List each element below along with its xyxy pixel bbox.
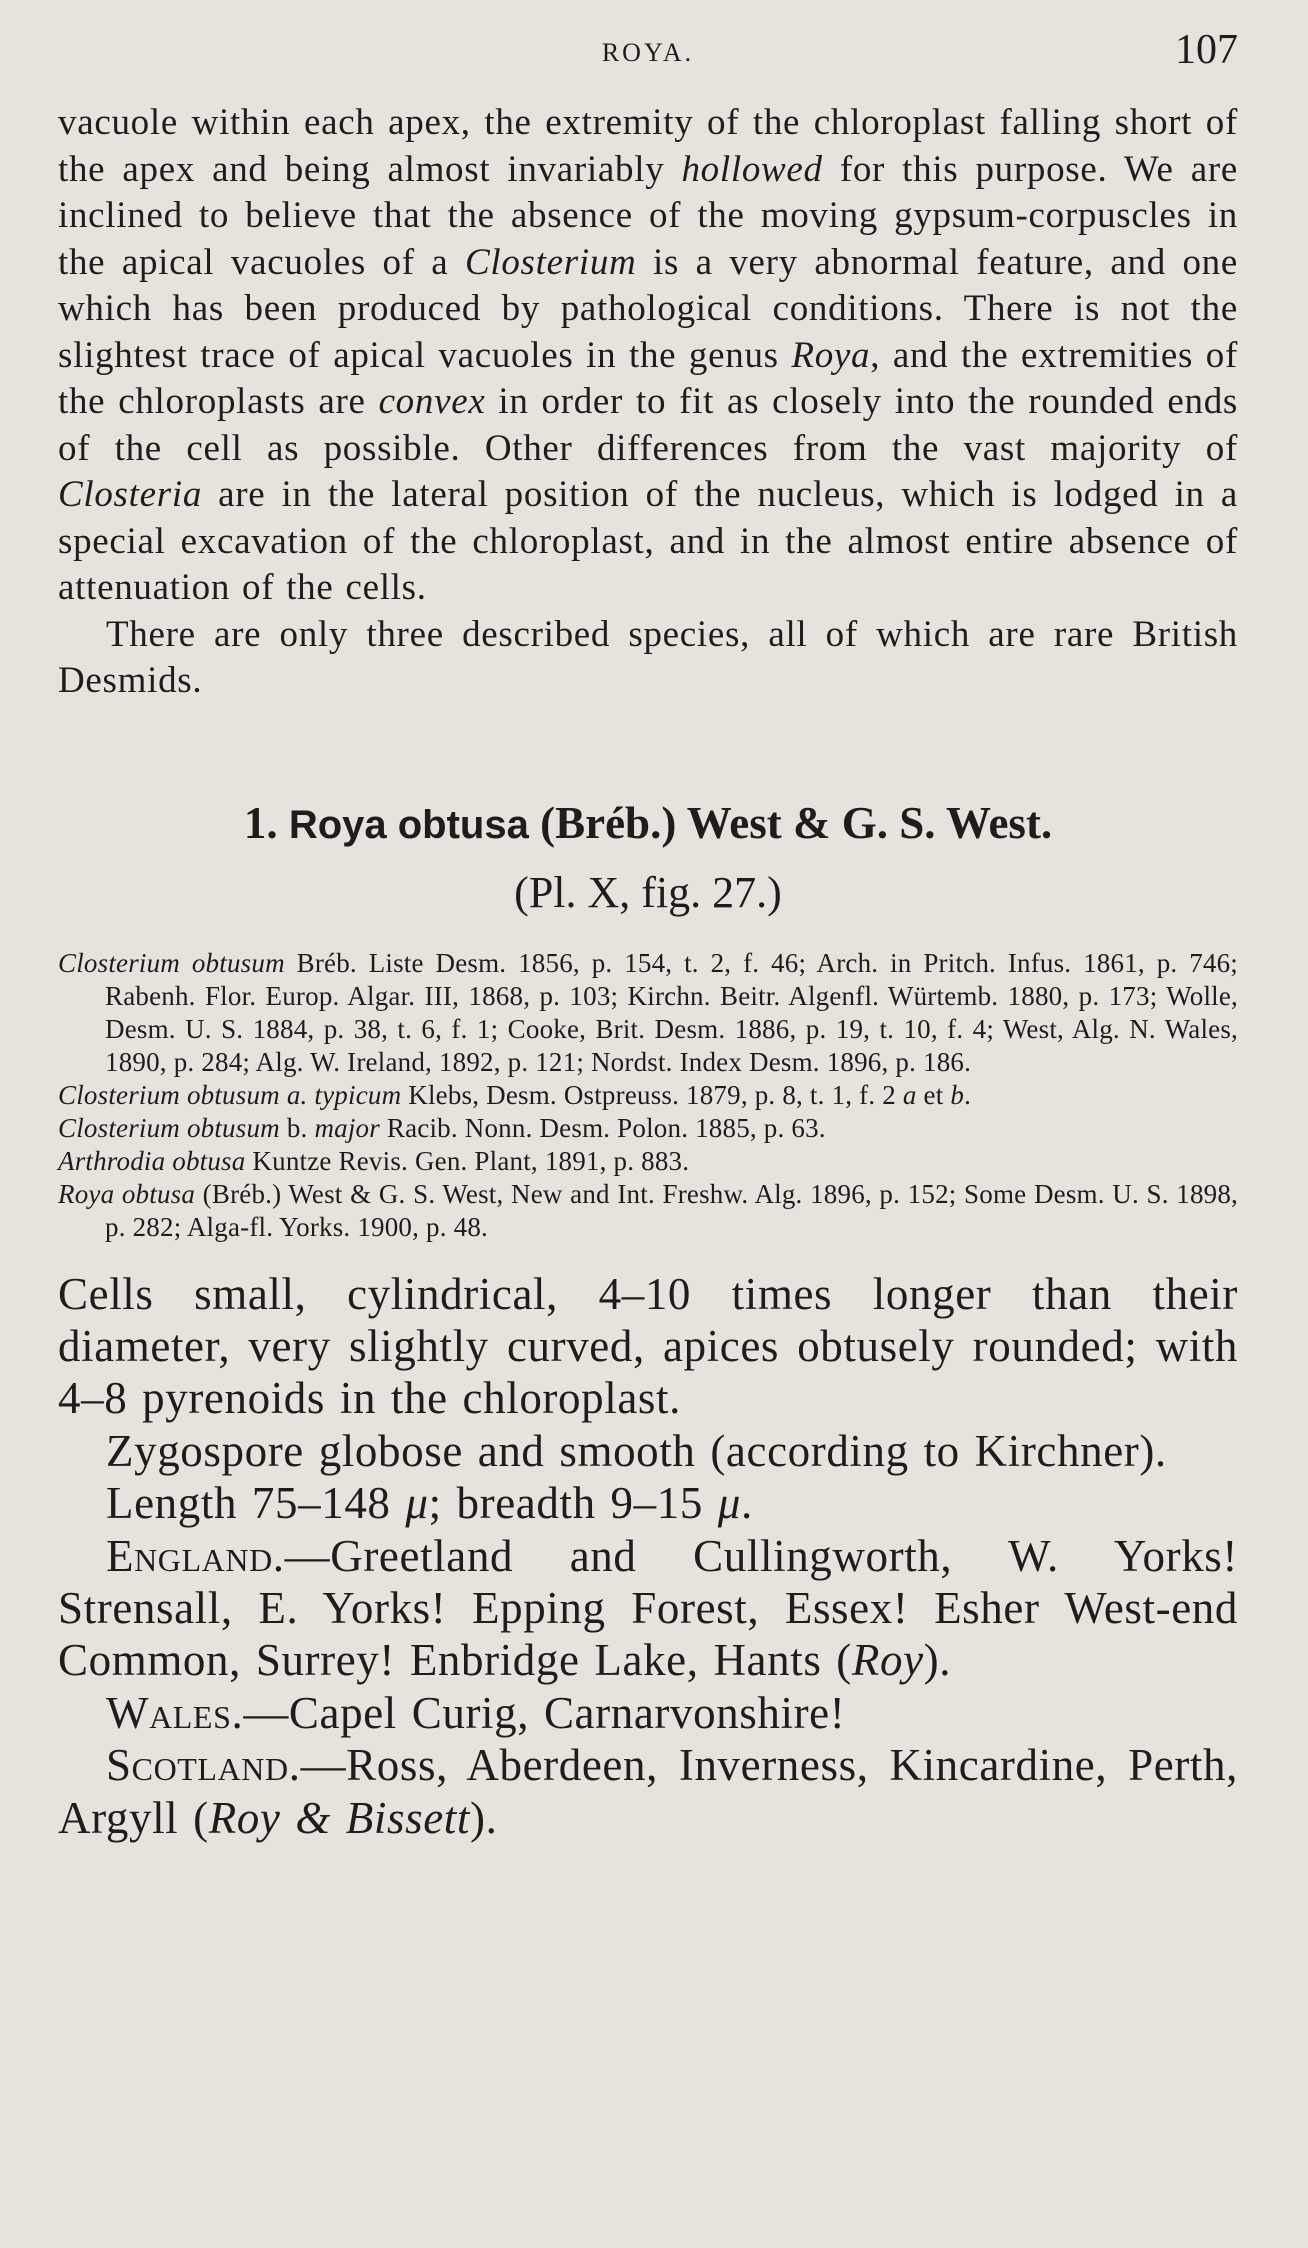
taxon-name: Closterium obtusum a. typicum xyxy=(58,1079,402,1110)
citation-text: Bréb. Liste Desm. 1856, p. 154, t. 2, f. 46; Arch. in Pritch. Infus. 1861, p. 746; Rabenh. Flor. Europ. Algar. III, 1868, p. 103; Kirchn. Beitr. Algenfl. Würtemb. 1880, p. 173; Wolle, Desm. U. S. 1884, p. 38, t. 6, f. 1; Cooke, Brit. Desm. 1886, p. 19, t. 10, f. 4; West, Alg. N. Wales, 1890, p. 284; Alg. W. Ireland, 1892, p. 121; Nordst. Index Desm. 1896, p. 186. xyxy=(105,947,1238,1077)
citation-text: . xyxy=(964,1079,972,1110)
citation-text: (Bréb.) West & G. S. West, New and Int. Freshw. Alg. 1896, p. 152; Some Desm. U. S. 1898, p. 282; Alga-fl. Yorks. 1900, p. 48. xyxy=(105,1178,1239,1242)
text-run: —Ross, Aberdeen, Inverness, Kincardine, Perth, Argyll ( xyxy=(58,1740,1238,1843)
species-count-paragraph: There are only three described species, all of which are rare British Desmids. xyxy=(58,613,1238,701)
region-label: Scotland. xyxy=(106,1740,301,1791)
citation-text: Kuntze Revis. Gen. Plant, 1891, p. 883. xyxy=(245,1145,690,1176)
text-run: ). xyxy=(923,1635,952,1686)
text-run: Length 75–148 xyxy=(106,1478,406,1529)
taxon-name: Roya obtusa xyxy=(58,1178,196,1209)
region-label: Wales. xyxy=(106,1687,244,1738)
running-title: ROYA. xyxy=(601,38,695,67)
distribution-scotland xyxy=(58,1739,1238,1844)
taxon-name: Arthrodia obtusa xyxy=(58,1145,246,1176)
synonym-entry xyxy=(58,1178,1238,1244)
text-run: —Greetland and Cullingworth, W. Yorks! Strensall, E. Yorks! Epping Forest, Essex! Esher West-end Common, Surrey! Enbridge Lake, Hants ( xyxy=(58,1530,1238,1686)
unit-micron: μ xyxy=(717,1478,741,1529)
text-run: in order to fit as closely into the rounded ends of the cell as possible. Other differences from the vast majority of xyxy=(58,381,1238,469)
measurements xyxy=(58,1477,1238,1529)
figure-letter: b xyxy=(950,1079,965,1110)
region-label: England. xyxy=(106,1530,285,1581)
species-name: Roya obtusa xyxy=(288,802,529,847)
running-head xyxy=(58,0,1238,100)
text-run: ; breadth 9–15 xyxy=(428,1478,718,1529)
taxon-name: Closterium obtusum xyxy=(58,1112,280,1143)
species-description xyxy=(58,1268,1238,1844)
synonymy-list xyxy=(58,947,1238,1244)
italic-term: Roya xyxy=(791,334,871,376)
synonym-entry xyxy=(58,1112,1238,1145)
distribution-england xyxy=(58,1530,1238,1687)
text-run: for this purpose. We are inclined to believe that the absence of the moving gypsum-corpuscles in the apical vacuoles of a xyxy=(58,148,1238,283)
plate-reference: (Pl. X, fig. 27.) xyxy=(514,867,782,917)
text-run: are in the lateral position of the nucleus, which is lodged in a special excavation of the chloroplast, and in the almost entire absence of attenuation of the cells. xyxy=(58,474,1238,608)
species-number: 1. xyxy=(243,797,278,848)
text-run: , and the extremities of the chloroplasts are xyxy=(58,334,1238,422)
taxon-name: Closterium obtusum xyxy=(58,947,285,978)
text-run: —Capel Curig, Carnarvonshire! xyxy=(243,1687,846,1738)
italic-term: convex xyxy=(378,381,486,422)
synonym-entry xyxy=(58,947,1238,1079)
cells-description: Cells small, cylindrical, 4–10 times longer than their diameter, very slightly curved, apices obtusely rounded; with 4–8 pyrenoids in the chloroplast. xyxy=(58,1268,1238,1424)
intro-paragraph xyxy=(58,100,1238,612)
citation-text: Racib. Nonn. Desm. Polon. 1885, p. 63. xyxy=(379,1112,826,1143)
synonym-entry xyxy=(58,1079,1238,1112)
text-run: . xyxy=(740,1478,753,1529)
italic-term: Closterium xyxy=(465,241,637,283)
species-heading xyxy=(58,793,1238,855)
citation-text: et xyxy=(916,1079,951,1110)
page-number: 107 xyxy=(1175,27,1238,73)
italic-term: Closteria xyxy=(58,474,203,515)
synonym-entry xyxy=(58,1145,1238,1178)
zygospore-description: Zygospore globose and smooth (according to Kirchner). xyxy=(106,1425,1167,1476)
citation-text: Klebs, Desm. Ostpreuss. 1879, p. 8, t. 1, f. 2 xyxy=(401,1079,903,1110)
text-run: ). xyxy=(469,1792,498,1843)
collector-name: Roy xyxy=(851,1635,924,1686)
citation-text: b. xyxy=(279,1112,315,1143)
collector-name: Roy & Bissett xyxy=(208,1792,470,1843)
species-authority: (Bréb.) West & G. S. West. xyxy=(540,797,1053,848)
text-run: is a very abnormal feature, and one which has been produced by pathological conditions. There is not the slightest trace of apical vacuoles in the genus xyxy=(58,241,1239,376)
variety-name: major xyxy=(314,1112,380,1143)
unit-micron: μ xyxy=(405,1478,429,1529)
italic-term: hollowed xyxy=(681,148,823,190)
text-run: vacuole within each apex, the extremity of the chloroplast falling short of the apex and being almost invariably xyxy=(58,102,1238,190)
figure-letter: a xyxy=(902,1079,917,1110)
distribution-wales xyxy=(58,1687,1238,1739)
